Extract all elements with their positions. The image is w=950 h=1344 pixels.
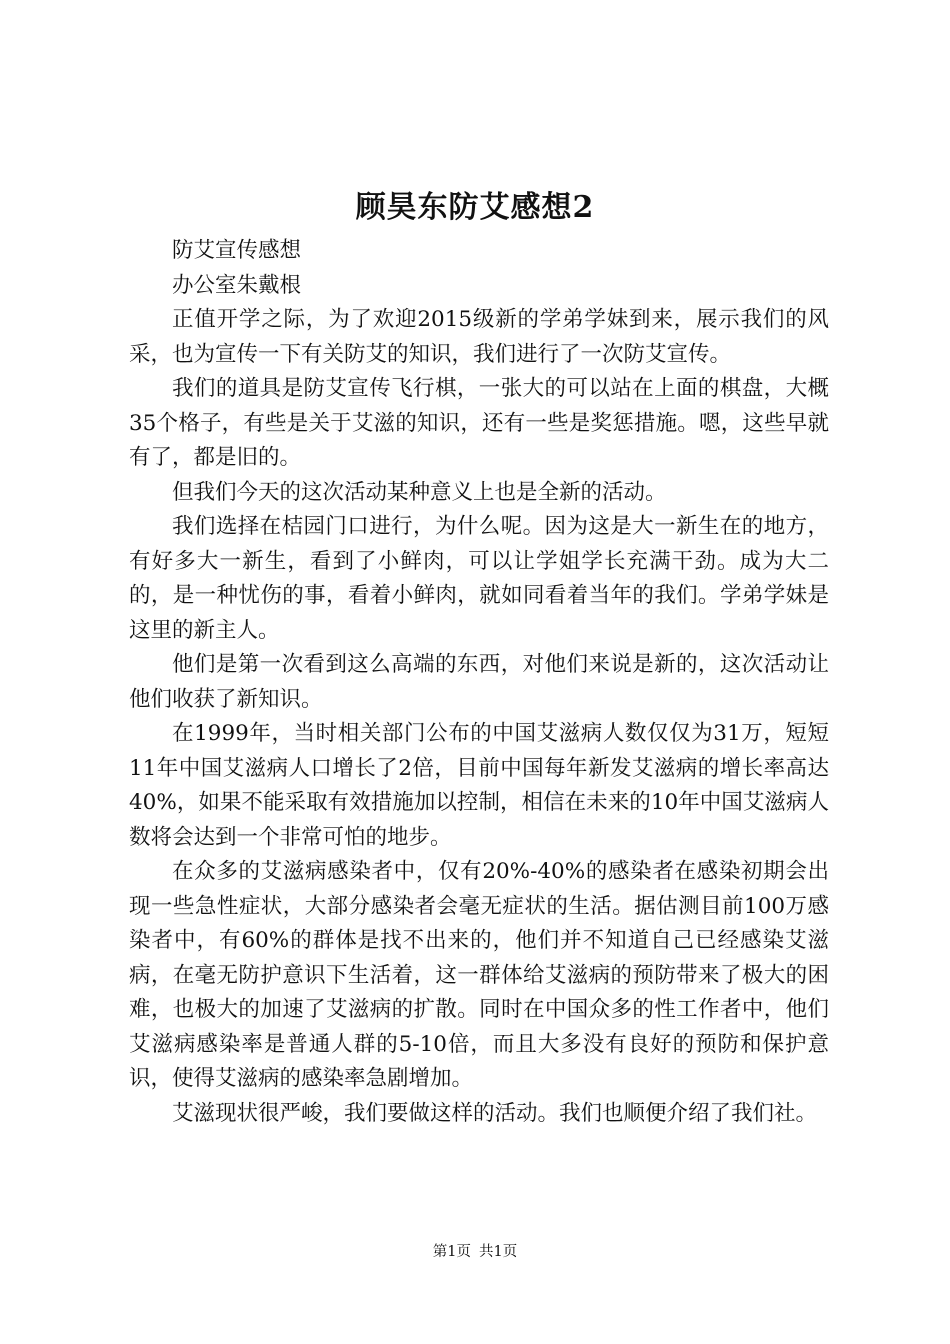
page-total: 共1页 [479, 1244, 518, 1260]
paragraph: 在众多的艾滋病感染者中，仅有20%-40%的感染者在感染初期会出现一些急性症状，大部分感染者会毫无症状的生活。据估测目前100万感染者中，有60%的群体是找不出来的，他们并不知道自己已经感染艾滋病，在毫无防护意识下生活着，这一群体给艾滋病的预防带来了极大的困难，也极大的加速了艾滋病的扩散。同时在中国众多的性工作者中，他们艾滋病感染率是普通人群的5-10倍，而且大多没有良好的预防和保护意识，使得艾滋病的感染率急剧增加。 [129, 859, 829, 1091]
paragraph: 在1999年，当时相关部门公布的中国艾滋病人数仅仅为31万，短短11年中国艾滋病人口增长了2倍，目前中国每年新发艾滋病的增长率高达40%，如果不能采取有效措施加以控制，相信在未来的10年中国艾滋病人数将会达到一个非常可怕的地步。 [129, 721, 829, 850]
paragraph: 我们选择在桔园门口进行，为什么呢。因为这是大一新生在的地方，有好多大一新生，看到了小鲜肉，可以让学姐学长充满干劲。成为大二的，是一种忧伤的事，看着小鲜肉，就如同看着当年的我们。学弟学妹是这里的新主人。 [129, 514, 829, 643]
paragraph-heading: 防艾宣传感想 [172, 238, 302, 263]
document-body [129, 234, 829, 1131]
page-footer [0, 1242, 950, 1262]
page-number: 第1页 [432, 1244, 471, 1260]
paragraph: 他们是第一次看到这么高端的东西，对他们来说是新的，这次活动让他们收获了新知识。 [129, 652, 829, 712]
paragraph: 艾滋现状很严峻，我们要做这样的活动。我们也顺便介绍了我们社。 [172, 1100, 818, 1126]
paragraph-author: 办公室朱戴根 [172, 272, 302, 298]
paragraph: 我们的道具是防艾宣传飞行棋，一张大的可以站在上面的棋盘，大概35个格子，有些是关于艾滋的知识，还有一些是奖惩措施。嗯，这些早就有了，都是旧的。 [129, 376, 829, 470]
document-title: 顾昊东防艾感想2 [355, 190, 595, 225]
paragraph: 正值开学之际，为了欢迎2015级新的学弟学妹到来，展示我们的风采，也为宣传一下有关防艾的知识，我们进行了一次防艾宣传。 [129, 307, 829, 367]
paragraph: 但我们今天的这次活动某种意义上也是全新的活动。 [172, 479, 667, 505]
